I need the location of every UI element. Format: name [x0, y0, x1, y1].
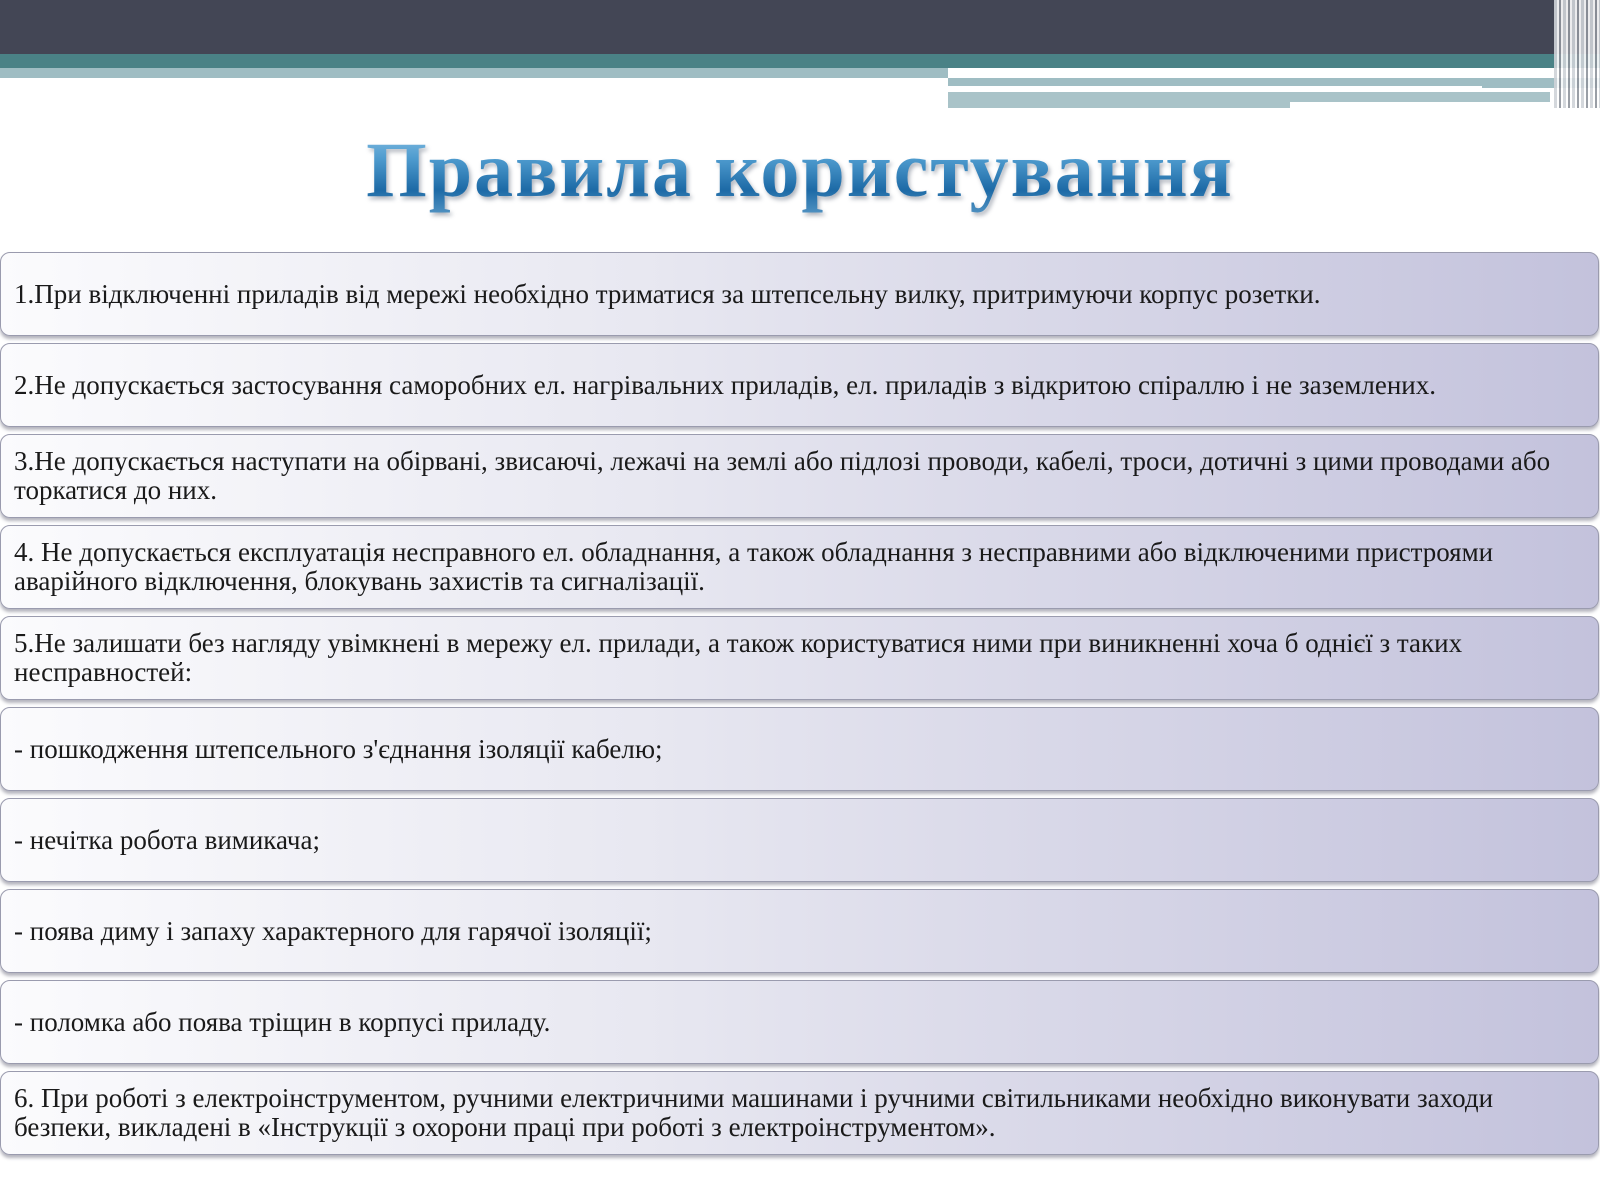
rule-box	[0, 252, 1599, 336]
decor-vertical-lines	[1554, 0, 1600, 108]
rule-text: - нечітка робота вимикача;	[14, 824, 320, 855]
rule-box-subitem	[0, 798, 1599, 882]
rule-text: - пошкодження штепсельного з'єднання ізоляції кабелю;	[14, 733, 663, 764]
rule-text: 2.Не допускається застосування саморобних ел. нагрівальних приладів, ел. приладів з відкритою спіраллю і не заземлених.	[14, 369, 1436, 400]
rule-text: - поломка або поява тріщин в корпусі приладу.	[14, 1006, 551, 1037]
rule-box-subitem	[0, 889, 1599, 973]
rule-text: 3.Не допускається наступати на обірвані, звисаючі, лежачі на землі або підлозі проводи, кабелі, троси, дотичні з цими проводами або торкатися до них.	[14, 446, 1551, 505]
rule-text: 1.При відключенні приладів від мережі необхідно триматися за штепсельну вилку, притримуючи корпус розетки.	[14, 278, 1321, 309]
decor-stripe-white-line	[948, 86, 1482, 90]
rule-box	[0, 434, 1599, 518]
rule-text: - поява диму і запаху характерного для гарячої ізоляції;	[14, 915, 652, 946]
decor-stripe-pale-left	[0, 68, 948, 78]
rule-text: 5.Не залишати без нагляду увімкнені в мережу ел. прилади, а також користуватися ними при виникненні хоча б однієї з таких несправностей:	[14, 628, 1463, 687]
rule-box	[0, 616, 1599, 700]
rule-box	[0, 1071, 1599, 1155]
decor-stripe-teal	[0, 54, 1600, 68]
decor-stripe-pale-lower	[948, 92, 1290, 108]
rule-box-subitem	[0, 707, 1599, 791]
decor-stripe-pale-lower-2	[1290, 92, 1550, 102]
rule-box	[0, 525, 1599, 609]
rule-text: 6. При роботі з електроінструментом, ручними електричними машинами і ручними світильниками необхідно виконувати заходи безпеки, викладені в «Інструкції з охорони праці при роботі з електроінструментом».	[14, 1083, 1494, 1142]
rule-text: 4. Не допускається експлуатація несправного ел. обладнання, а також обладнання з несправними або відключеними пристроями аварійного відключення, блокувань захистів та сигналізації.	[14, 537, 1494, 596]
top-decor-band	[0, 0, 1600, 54]
rule-box-subitem	[0, 980, 1599, 1064]
rule-box	[0, 343, 1599, 427]
slide-title: Правила користування	[0, 120, 1600, 220]
